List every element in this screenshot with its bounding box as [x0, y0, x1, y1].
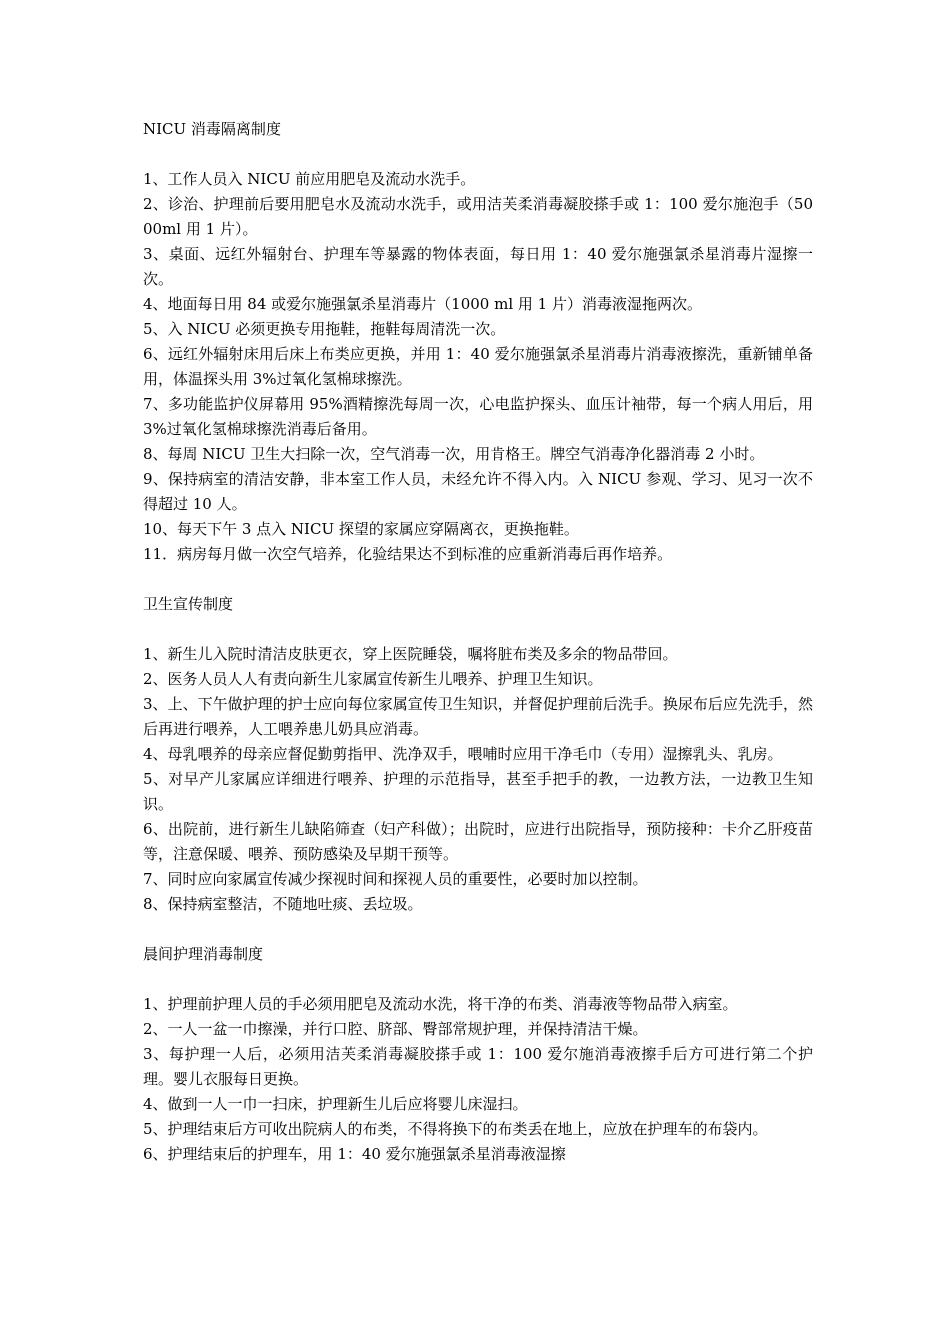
list-item: 1、新生儿入院时清洁皮肤更衣，穿上医院睡袋，嘱将脏布类及多余的物品带回。	[143, 645, 678, 663]
list-item: 2、医务人员人人有责向新生儿家属宣传新生儿喂养、护理卫生知识。	[143, 670, 603, 688]
list-item: 8、每周 NICU 卫生大扫除一次，空气消毒一次，用肯格王。牌空气消毒净化器消毒 2 小时。	[143, 445, 765, 463]
list-item: 4、母乳喂养的母亲应督促勤剪指甲、洗净双手，喂哺时应用干净毛巾（专用）湿擦乳头、乳房。	[143, 745, 783, 763]
list-item: 8、保持病室整洁，不随地吐痰、丢垃圾。	[143, 895, 423, 913]
list-item: 7、同时应向家属宣传减少探视时间和探视人员的重要性，必要时加以控制。	[143, 870, 648, 888]
list-item: 2、诊治、护理前后要用肥皂水及流动水洗手，或用洁芙柔消毒凝胶搽手或 1：100 爱尔施泡手（5000ml 用 1 片）。	[143, 195, 813, 238]
section-title: NICU 消毒隔离制度	[143, 120, 281, 138]
list-item: 6、远红外辐射床用后床上布类应更换，并用 1：40 爱尔施强氯杀星消毒片消毒液擦洗，重新铺单备用，体温探头用 3%过氧化氢棉球擦洗。	[143, 345, 813, 388]
list-item: 6、出院前，进行新生儿缺陷筛查（妇产科做）；出院时，应进行出院指导，预防接种：卡介乙肝疫苗等，注意保暖、喂养、预防感染及早期干预等。	[143, 820, 813, 863]
list-item: 1、护理前护理人员的手必须用肥皂及流动水洗，将干净的布类、消毒液等物品带入病室。	[143, 995, 738, 1013]
list-item: 1、工作人员入 NICU 前应用肥皂及流动水洗手。	[143, 170, 476, 188]
list-item: 7、多功能监护仪屏幕用 95%酒精擦洗每周一次，心电监护探头、血压计袖带，每一个病人用后，用 3%过氧化氢棉球擦洗消毒后备用。	[143, 395, 813, 438]
section-health-education	[143, 592, 813, 917]
section-nicu-disinfection	[143, 117, 813, 567]
list-item: 2、一人一盆一巾擦澡，并行口腔、脐部、臀部常规护理，并保持清洁干燥。	[143, 1020, 648, 1038]
section-title: 卫生宣传制度	[143, 595, 234, 613]
list-item: 3、上、下午做护理的护士应向每位家属宣传卫生知识，并督促护理前后洗手。换尿布后应先洗手，然后再进行喂养，人工喂养患儿奶具应消毒。	[143, 695, 813, 738]
list-item: 5、护理结束后方可收出院病人的布类，不得将换下的布类丢在地上，应放在护理车的布袋内。	[143, 1120, 768, 1138]
section-title: 晨间护理消毒制度	[143, 945, 264, 963]
list-item: 5、入 NICU 必须更换专用拖鞋，拖鞋每周清洗一次。	[143, 320, 506, 338]
list-item: 10、每天下午 3 点入 NICU 探望的家属应穿隔离衣，更换拖鞋。	[143, 520, 579, 538]
list-item: 5、对早产儿家属应详细进行喂养、护理的示范指导，甚至手把手的教，一边教方法，一边教卫生知识。	[143, 770, 813, 813]
list-item: 9、保持病室的清洁安静，非本室工作人员，未经允许不得入内。入 NICU 参观、学习、见习一次不得超过 10 人。	[143, 470, 813, 513]
list-item: 4、做到一人一巾一扫床，护理新生儿后应将婴儿床湿扫。	[143, 1095, 528, 1113]
list-item: 3、桌面、远红外辐射台、护理车等暴露的物体表面，每日用 1：40 爱尔施强氯杀星消毒片湿擦一次。	[143, 245, 813, 288]
list-item: 4、地面每日用 84 或爱尔施强氯杀星消毒片（1000 ml 用 1 片）消毒液湿拖两次。	[143, 295, 702, 313]
section-morning-care	[143, 942, 813, 1167]
document-page	[143, 117, 813, 1167]
list-item: 3、每护理一人后，必须用洁芙柔消毒凝胶搽手或 1：100 爱尔施消毒液擦手后方可进行第二个护理。婴儿衣服每日更换。	[143, 1045, 813, 1088]
list-item: 6、护理结束后的护理车，用 1：40 爱尔施强氯杀星消毒液湿擦	[143, 1145, 566, 1163]
list-item: 11．病房每月做一次空气培养，化验结果达不到标准的应重新消毒后再作培养。	[143, 545, 673, 563]
